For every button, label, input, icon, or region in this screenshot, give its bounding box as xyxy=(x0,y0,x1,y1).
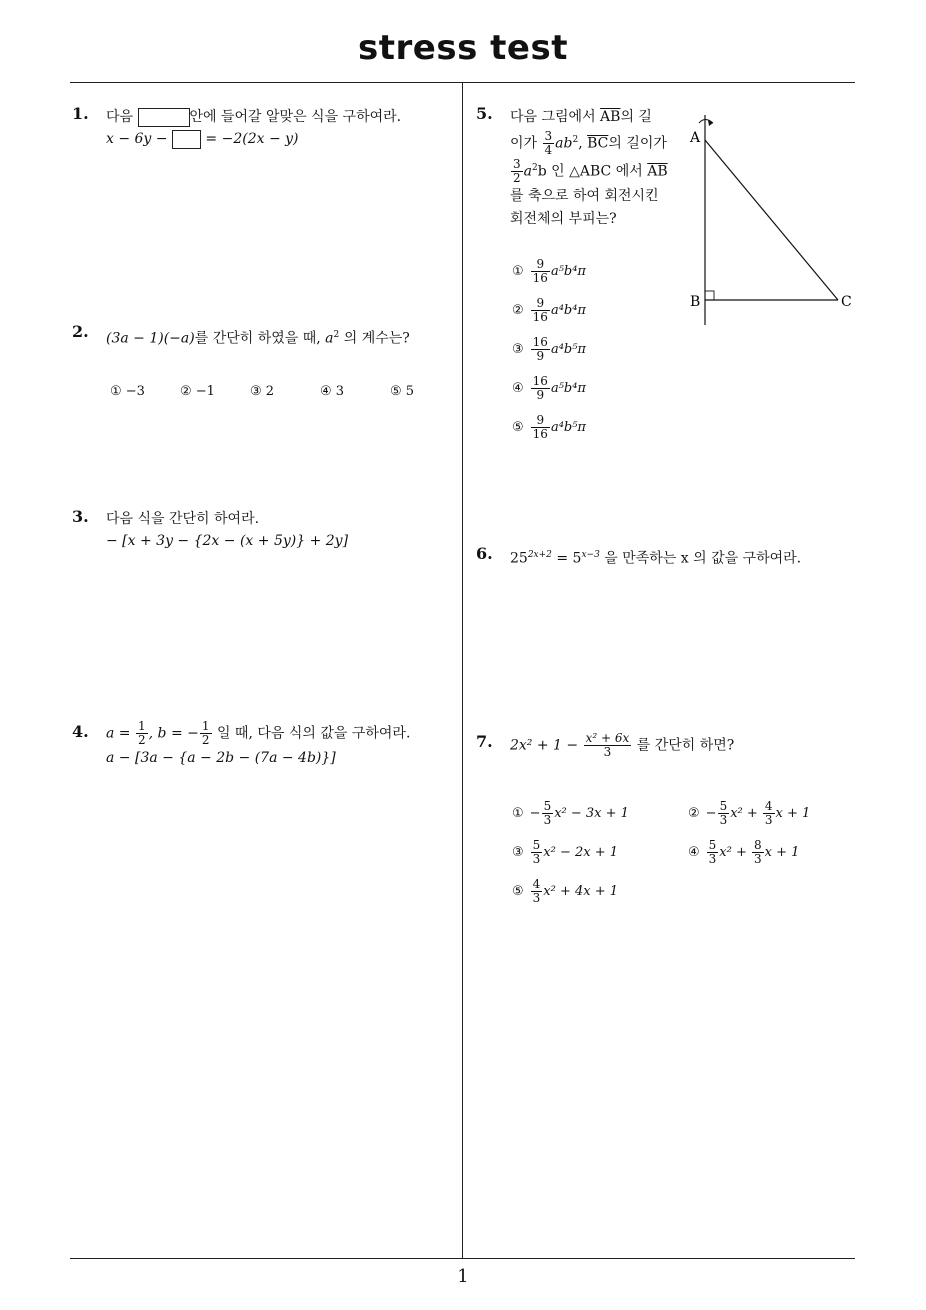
choice-3[interactable]: ③ 2 xyxy=(250,384,275,399)
question-5-number: 5. xyxy=(476,104,493,123)
footer-rule xyxy=(70,1258,855,1259)
choice-2[interactable]: ② − $\frac{5}{3}$ x² + $\frac{4}{3}$ x + 1 xyxy=(688,799,811,827)
answer-blank-box xyxy=(138,108,190,127)
question-6-text: $25^{2x+2} = 5^{x-3}$ 을 만족하는 x 의 값을 구하여라. xyxy=(510,550,802,567)
question-4-expression: a − [3a − {a − 2b − (7a − 4b)}] xyxy=(106,750,336,766)
column-divider xyxy=(462,83,463,1258)
question-4-text: a = $\frac{1}{2}$ , b = − $\frac{1}{2}$ 일 때, 다음 식의 값을 구하여라. xyxy=(106,719,411,747)
page-number: 1 xyxy=(457,1266,469,1287)
choice-2[interactable]: ② −1 xyxy=(180,384,215,399)
choice-4[interactable]: ④ 3 xyxy=(320,384,345,399)
question-3-expression: − [x + 3y − {2x − (x + 5y)} + 2y] xyxy=(106,533,349,549)
right-angle-mark xyxy=(705,291,714,300)
answer-blank-box-small xyxy=(172,130,201,149)
choice-5[interactable]: ⑤ 5 xyxy=(390,384,415,399)
question-5-text: 다음 그림에서 $\overline{AB}$의 길 이가 $\frac{3}{4}$ $ab^2$, $\overline{BC}$의 길이가 $\frac{3}{2}$ $a^2b$ 인 △ABC 에서 $\overline{AB}$ 를 축으로 하여 회전시킨 회전체의 부피는? xyxy=(510,109,668,228)
triangle-diagram xyxy=(685,110,865,330)
question-2-number: 2. xyxy=(72,322,89,341)
question-2-text: (3a − 1)(−a)를 간단히 하였을 때, $a^2$ 의 계수는? xyxy=(106,330,410,347)
question-1-text: 다음 안에 들어갈 알맞은 식을 구하여라. xyxy=(106,109,402,125)
question-7-number: 7. xyxy=(476,732,493,751)
hypotenuse-ac xyxy=(705,140,838,300)
choice-3[interactable]: ③ $\frac{16}{9}$ a⁴b⁵π xyxy=(512,335,586,363)
question-6-number: 6. xyxy=(476,544,493,563)
question-1-number: 1. xyxy=(72,104,89,123)
question-1-expression: x − 6y − = −2(2x − y) xyxy=(106,131,299,147)
choice-3[interactable]: ③ $\frac{5}{3}$ x² − 2x + 1 xyxy=(512,838,619,866)
choice-5[interactable]: ⑤ $\frac{9}{16}$ a⁴b⁵π xyxy=(512,413,586,441)
choice-4[interactable]: ④ $\frac{16}{9}$ a⁵b⁴π xyxy=(512,374,586,402)
choice-4[interactable]: ④ $\frac{5}{3}$ x² + $\frac{8}{3}$ x + 1 xyxy=(688,838,800,866)
question-4 xyxy=(106,720,410,769)
choice-2[interactable]: ② $\frac{9}{16}$ a⁴b⁴π xyxy=(512,296,586,324)
label-c: C xyxy=(841,294,852,310)
question-4-number: 4. xyxy=(72,722,89,741)
question-7-text: 2x² + 1 − $\frac{\text{x² + 6x}}{3}$ 를 간단히 하면? xyxy=(510,731,735,759)
question-1 xyxy=(106,106,401,150)
choice-5[interactable]: ⑤ $\frac{4}{3}$ x² + 4x + 1 xyxy=(512,877,619,905)
choice-1[interactable]: ① $\frac{9}{16}$ a⁵b⁴π xyxy=(512,257,586,285)
question-3-text: 다음 식을 간단히 하여라. xyxy=(106,511,260,527)
choice-1[interactable]: ① − $\frac{5}{3}$ x² − 3x + 1 xyxy=(512,799,629,827)
label-b: B xyxy=(690,294,701,310)
label-a: A xyxy=(690,130,701,146)
choice-1[interactable]: ① −3 xyxy=(110,384,145,399)
question-3-number: 3. xyxy=(72,507,89,526)
page-title: stress test xyxy=(358,28,568,68)
question-3 xyxy=(106,508,348,552)
